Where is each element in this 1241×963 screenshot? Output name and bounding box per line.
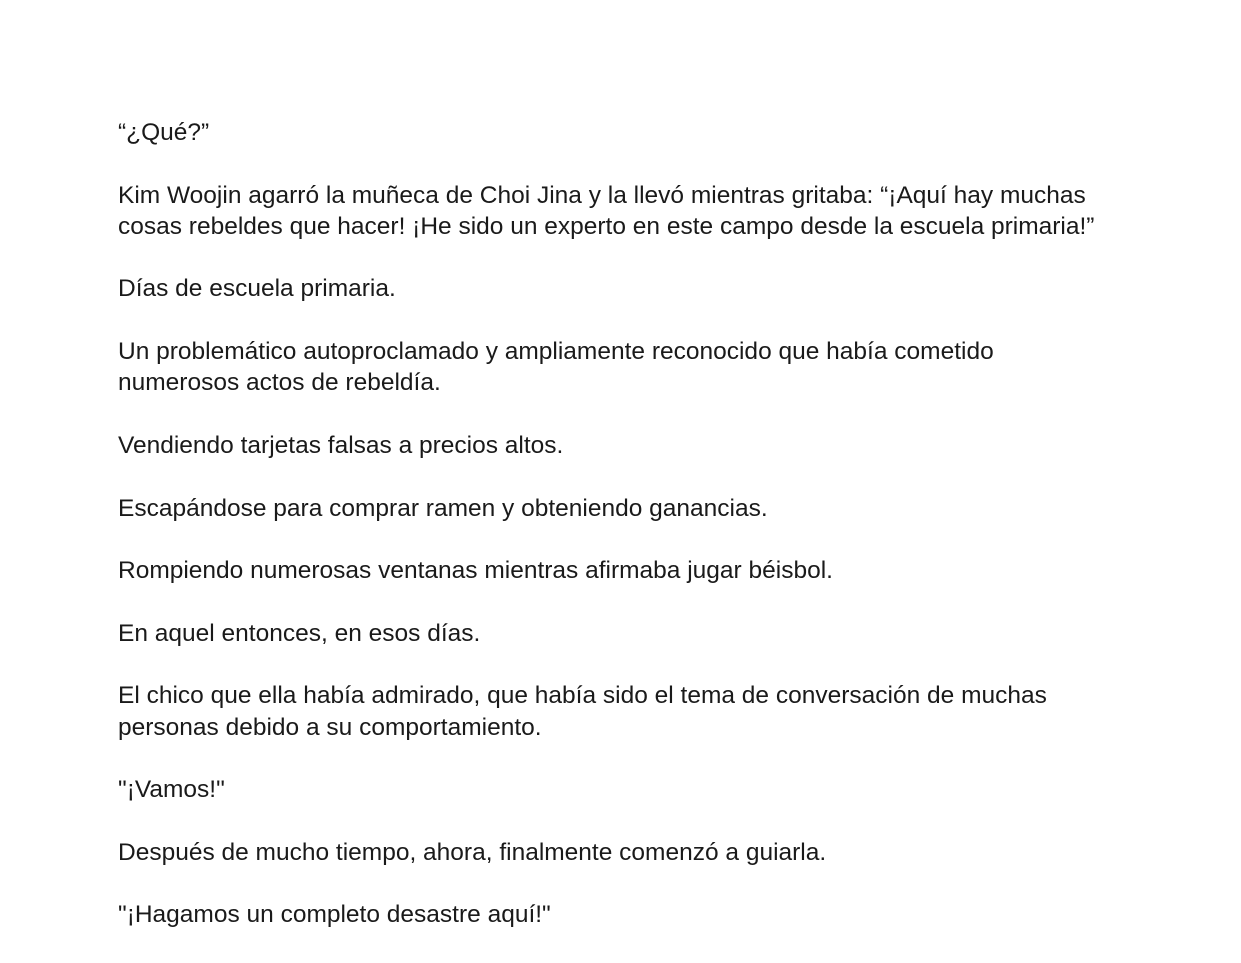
paragraph-10: "¡Vamos!" xyxy=(118,776,225,804)
document-body xyxy=(118,117,1118,962)
paragraph-7: Rompiendo numerosas ventanas mientras afirmaba jugar béisbol. xyxy=(118,557,833,585)
paragraph-3: Días de escuela primaria. xyxy=(118,275,396,303)
paragraph-2: Kim Woojin agarró la muñeca de Choi Jina y la llevó mientras gritaba: “¡Aquí hay muchas cosas rebeldes que hacer! ¡He sido un experto en este campo desde la escuela primaria!” xyxy=(118,181,1095,240)
paragraph-11: Después de mucho tiempo, ahora, finalmente comenzó a guiarla. xyxy=(118,838,827,866)
paragraph-12: "¡Hagamos un completo desastre aquí!" xyxy=(118,901,551,929)
paragraph-1: “¿Qué?” xyxy=(118,119,210,146)
paragraph-4: Un problemático autoproclamado y ampliamente reconocido que había cometido numerosos actos de rebeldía. xyxy=(118,338,994,397)
paragraph-9: El chico que ella había admirado, que había sido el tema de conversación de muchas personas debido a su comportamiento. xyxy=(118,682,1047,741)
paragraph-5: Vendiendo tarjetas falsas a precios altos. xyxy=(118,431,564,459)
paragraph-8: En aquel entonces, en esos días. xyxy=(118,619,481,647)
paragraph-6: Escapándose para comprar ramen y obteniendo ganancias. xyxy=(118,494,768,522)
